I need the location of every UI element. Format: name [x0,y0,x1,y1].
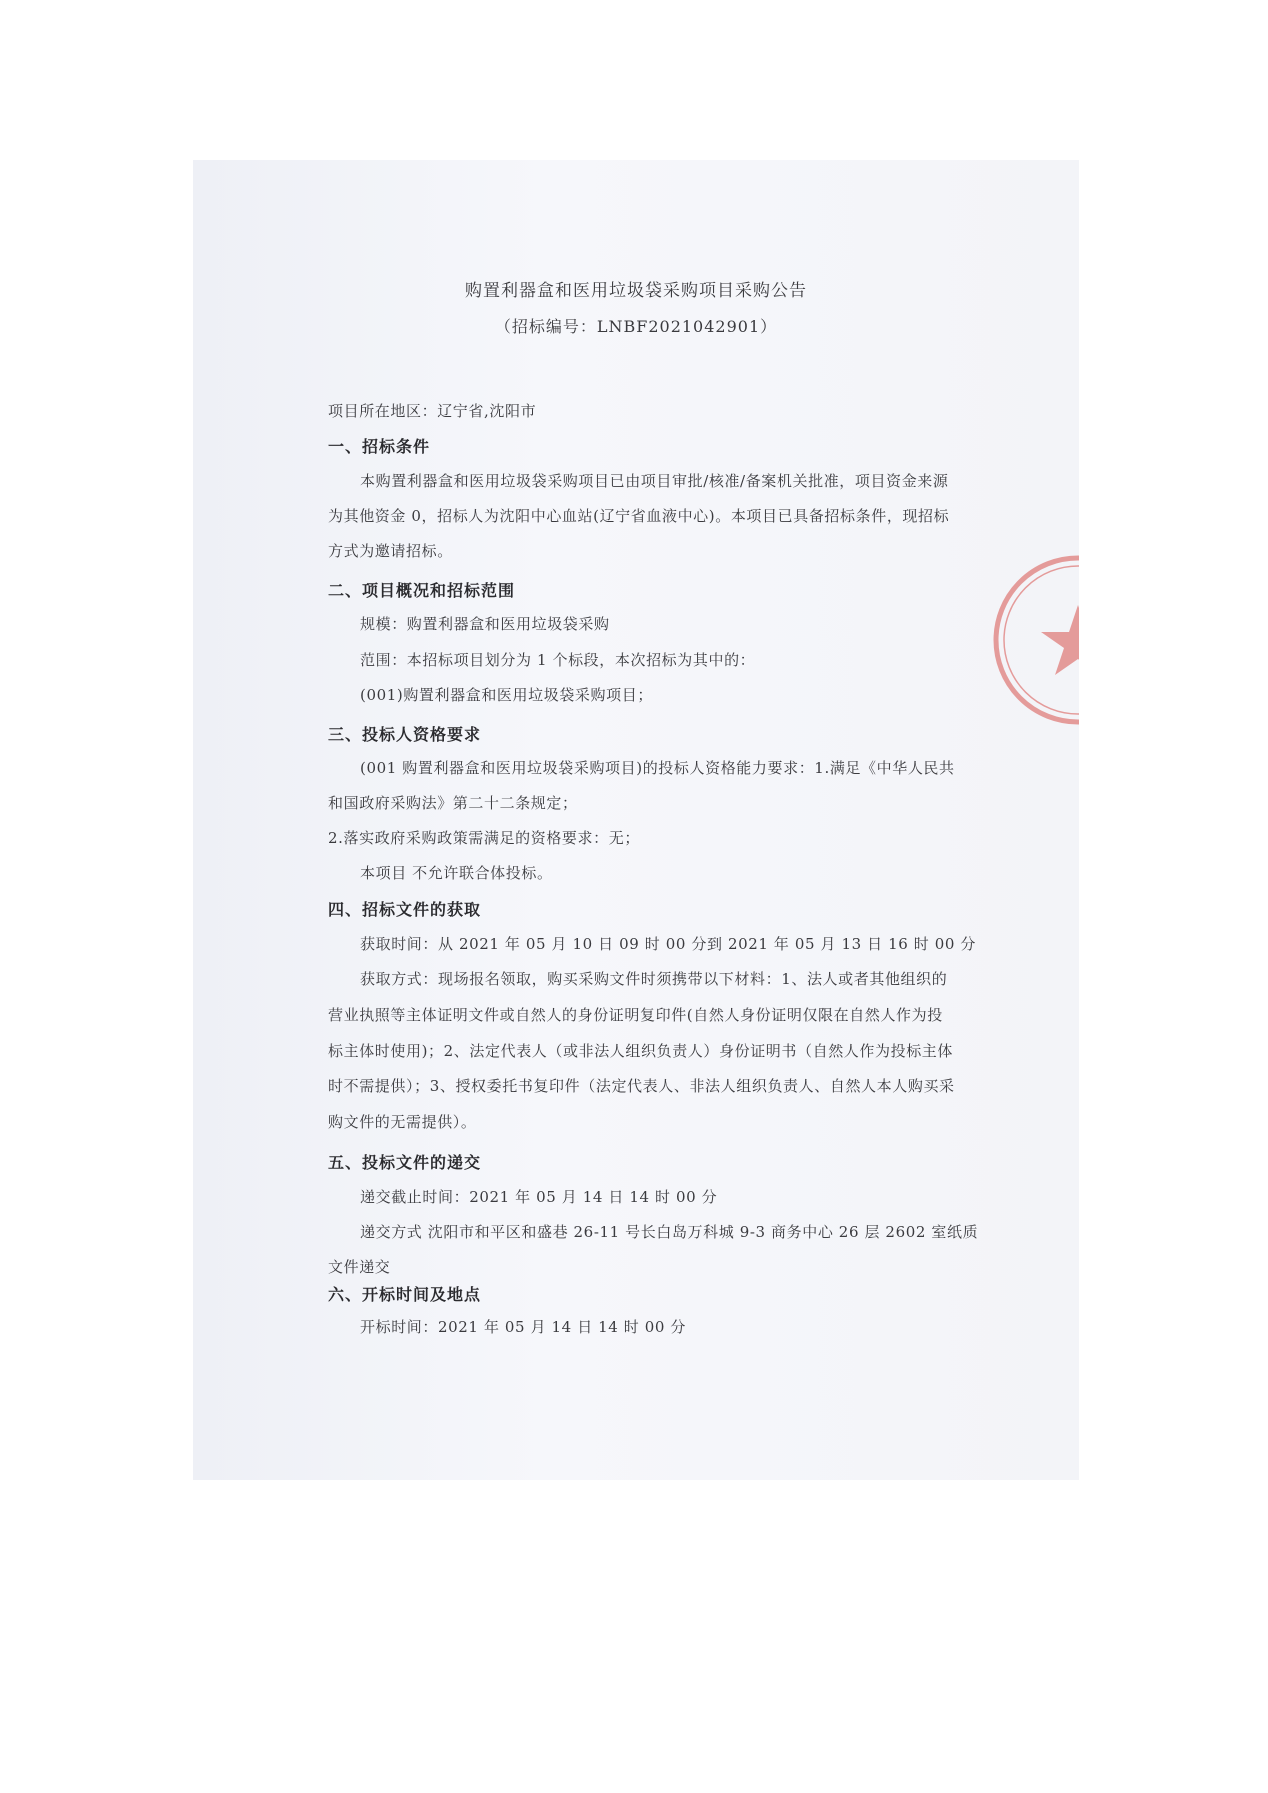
document-subtitle: （招标编号：LNBF2021042901） [494,317,778,336]
paragraph-line: 获取时间：从 2021 年 05 月 10 日 09 时 00 分到 2021 年 05 月 13 日 16 时 00 分 [360,935,977,953]
paragraph-line: 方式为邀请招标。 [328,542,453,560]
scanned-page [193,160,1079,1480]
paragraph-line: (001)购置利器盒和医用垃圾袋采购项目； [360,686,653,704]
paragraph-line: 文件递交 [328,1258,391,1276]
section-heading: 五、投标文件的递交 [328,1153,482,1172]
section-heading: 四、招标文件的获取 [328,900,482,919]
section-heading: 三、投标人资格要求 [328,725,482,744]
paragraph-line: 标主体时使用)；2、法定代表人（或非法人组织负责人）身份证明书（自然人作为投标主体 [328,1042,953,1060]
paragraph-line: 营业执照等主体证明文件或自然人的身份证明复印件(自然人身份证明仅限在自然人作为投 [328,1006,943,1024]
section-heading: 六、开标时间及地点 [328,1285,482,1304]
paragraph-line: 开标时间：2021 年 05 月 14 日 14 时 00 分 [360,1318,687,1336]
paragraph-line: 获取方式：现场报名领取，购买采购文件时须携带以下材料：1、法人或者其他组织的 [360,970,948,988]
paragraph-line: 递交截止时间：2021 年 05 月 14 日 14 时 00 分 [360,1188,718,1206]
document-title: 购置利器盒和医用垃圾袋采购项目采购公告 [465,281,807,301]
official-seal-stamp [988,550,1079,730]
paragraph-line: (001 购置利器盒和医用垃圾袋采购项目)的投标人资格能力要求：1.满足《中华人民共 [360,759,955,777]
paragraph-line: 2.落实政府采购政策需满足的资格要求：无； [328,829,640,847]
section-heading: 二、项目概况和招标范围 [328,581,516,600]
paragraph-line: 和国政府采购法》第二十二条规定； [328,794,578,812]
paragraph-line: 递交方式 沈阳市和平区和盛巷 26-11 号长白岛万科城 9-3 商务中心 26 层 2602 室纸质 [360,1223,979,1241]
section-heading: 一、招标条件 [328,437,431,456]
paragraph-line: 规模：购置利器盒和医用垃圾袋采购 [360,615,610,633]
paragraph-line: 本购置利器盒和医用垃圾袋采购项目已由项目审批/核准/备案机关批准，项目资金来源 [360,472,949,490]
paragraph-line: 本项目 不允许联合体投标。 [360,864,553,882]
paragraph-line: 为其他资金 0，招标人为沈阳中心血站(辽宁省血液中心)。本项目已具备招标条件，现招标 [328,507,950,525]
paragraph-line: 范围：本招标项目划分为 1 个标段，本次招标为其中的： [360,651,756,669]
paragraph-line: 购文件的无需提供）。 [328,1113,477,1131]
paragraph-line: 时不需提供）；3、授权委托书复印件（法定代表人、非法人组织负责人、自然人本人购买采 [328,1077,955,1095]
project-region: 项目所在地区：辽宁省,沈阳市 [328,402,537,420]
